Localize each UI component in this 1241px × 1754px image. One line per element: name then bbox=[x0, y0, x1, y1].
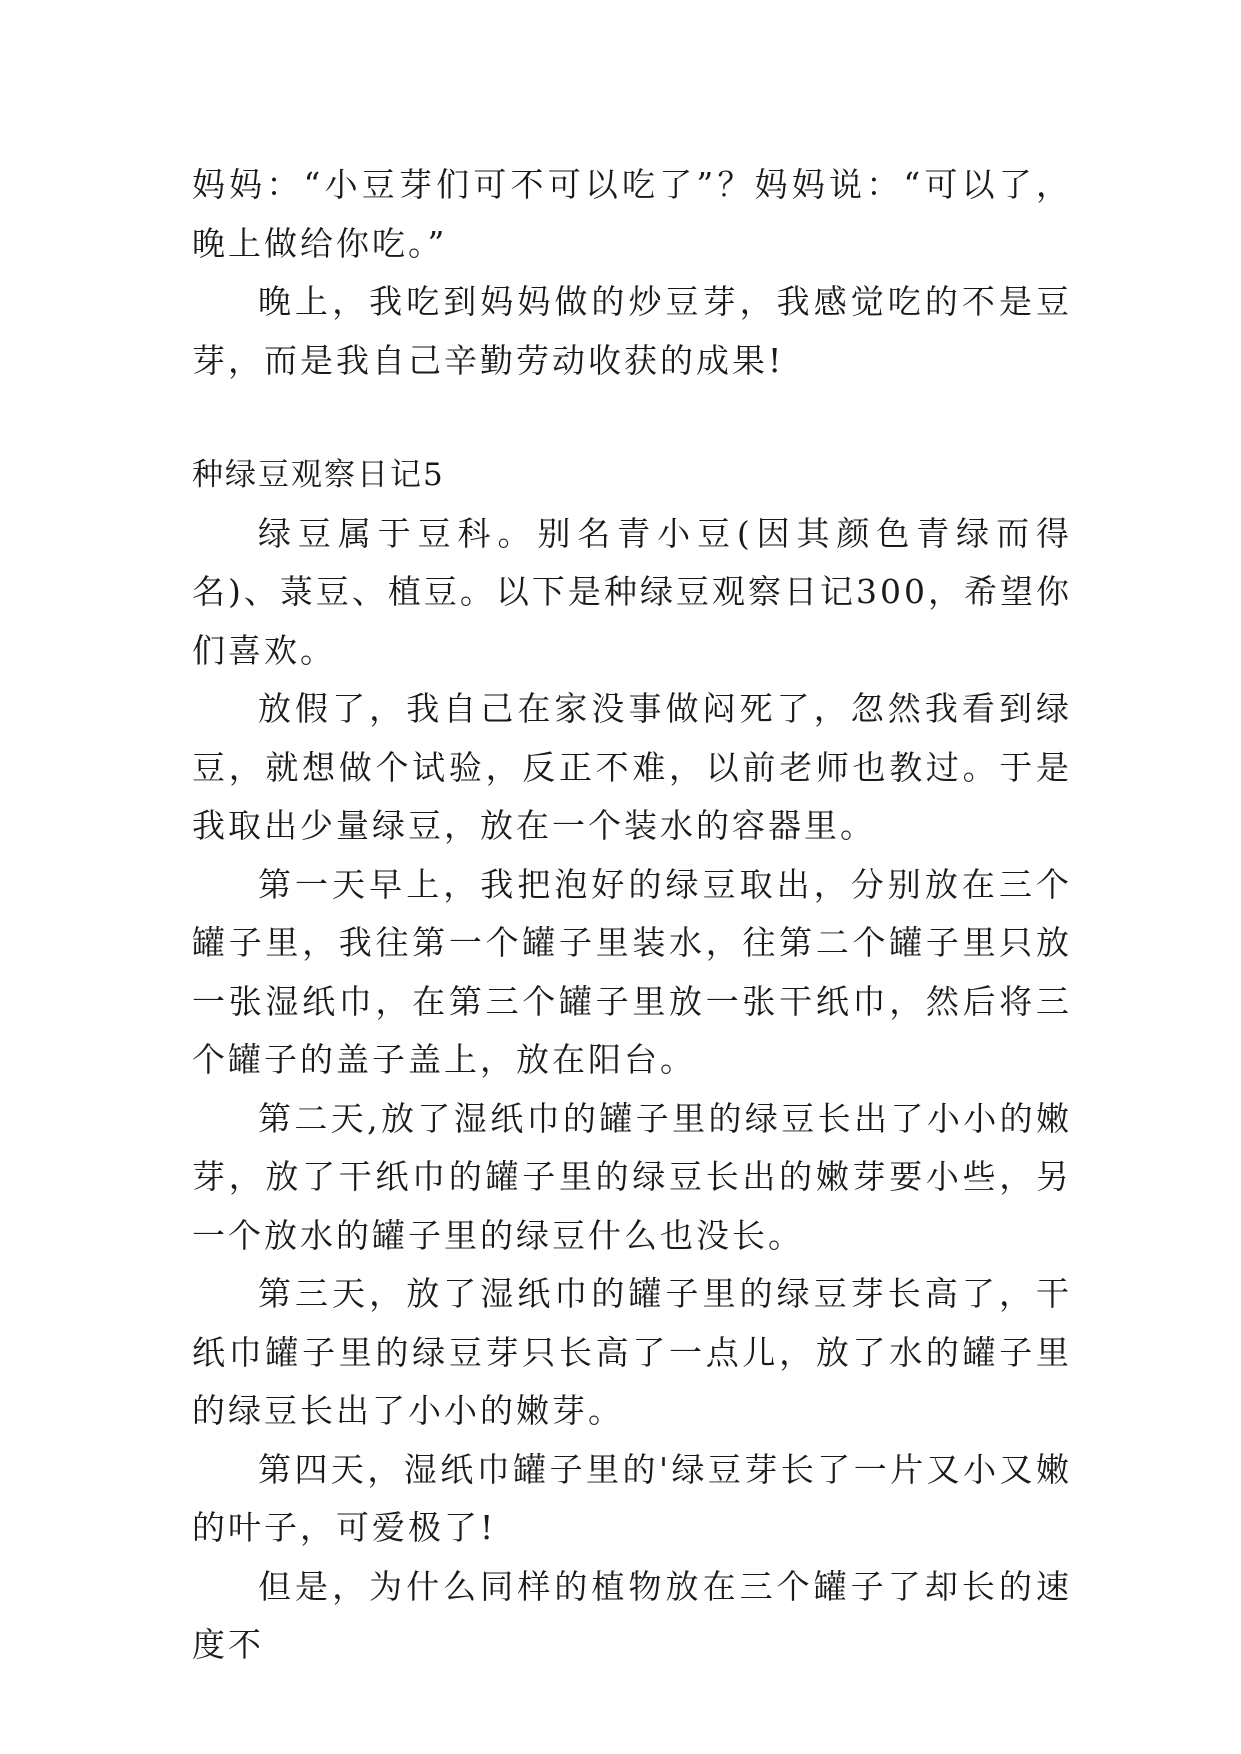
paragraph-question: 但是，为什么同样的植物放在三个罐子了却长的速度不 bbox=[192, 1566, 1072, 1664]
document-body bbox=[192, 156, 1072, 1675]
paragraph-evening: 晚上，我吃到妈妈做的炒豆芽，我感觉吃的不是豆芽，而是我自己辛勤劳动收获的成果! bbox=[192, 282, 1072, 380]
paragraph-day-four: 第四天，湿纸巾罐子里的'绿豆芽长了一片又小又嫩的叶子，可爱极了! bbox=[192, 1449, 1072, 1547]
section-title: 种绿豆观察日记5 bbox=[192, 457, 445, 493]
paragraph-dialogue: 妈妈：“小豆芽们可不可以吃了”？妈妈说：“可以了，晚上做给你吃。” bbox=[192, 165, 1072, 263]
paragraph-intro: 绿豆属于豆科。别名青小豆(因其颜色青绿而得名)、菉豆、植豆。以下是种绿豆观察日记300，希望你们喜欢。 bbox=[192, 513, 1072, 670]
paragraph-day-three: 第三天，放了湿纸巾的罐子里的绿豆芽长高了，干纸巾罐子里的绿豆芽只长高了一点儿，放了水的罐子里的绿豆长出了小小的嫩芽。 bbox=[192, 1274, 1072, 1430]
paragraph-day-two: 第二天,放了湿纸巾的罐子里的绿豆长出了小小的嫩芽，放了干纸巾的罐子里的绿豆长出的嫩芽要小些，另一个放水的罐子里的绿豆什么也没长。 bbox=[192, 1098, 1072, 1255]
paragraph-day-one: 第一天早上，我把泡好的绿豆取出，分别放在三个罐子里，我往第一个罐子里装水，往第二个罐子里只放一张湿纸巾，在第三个罐子里放一张干纸巾，然后将三个罐子的盖子盖上，放在阳台。 bbox=[192, 864, 1072, 1079]
paragraph-holiday: 放假了，我自己在家没事做闷死了，忽然我看到绿豆，就想做个试验，反正不难，以前老师也教过。于是我取出少量绿豆，放在一个装水的容器里。 bbox=[192, 689, 1072, 845]
